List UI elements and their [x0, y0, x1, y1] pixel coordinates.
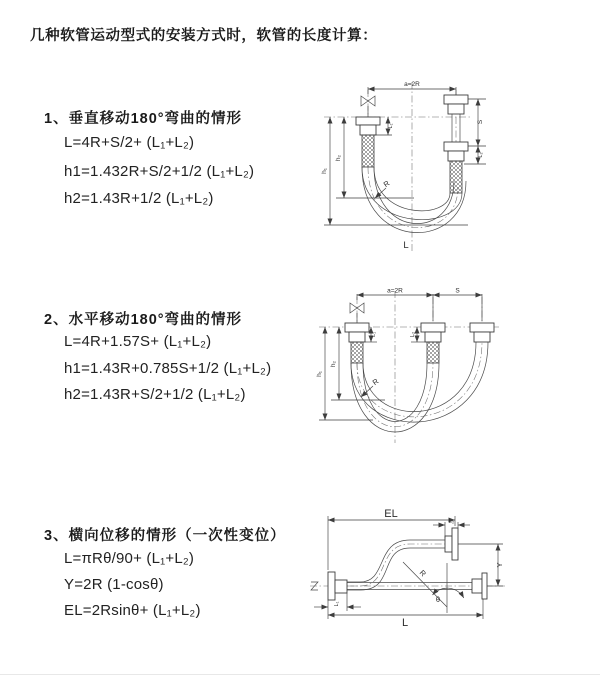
left-fitting — [345, 323, 369, 363]
section-3-heading: 3、横向位移的情形（一次性变位） — [44, 528, 286, 544]
length-label: L — [401, 617, 409, 629]
el-label: EL — [384, 508, 398, 520]
section-1-heading: 1、垂直移动180°弯曲的情形 — [44, 111, 243, 127]
radius-callout — [403, 562, 447, 607]
upper-fitting-displaced — [445, 528, 458, 560]
length-label: L — [403, 240, 409, 251]
l2-label: L₂ — [448, 519, 455, 525]
dimension-l1 — [314, 593, 361, 611]
l1-label: L₁ — [388, 123, 394, 129]
section-1-formula-h2: h2=1.43R+1/2 (L₁+L₂) — [64, 190, 214, 207]
section-2-formula-h2: h2=1.43R+S/2+1/2 (L₁+L₂) — [64, 386, 246, 403]
section-3-formula-EL: EL=2Rsinθ+ (L₁+L₂) — [64, 602, 201, 619]
h1-label: h₁ — [321, 168, 328, 174]
radius-label: R — [417, 568, 428, 579]
section-3-formula-L: L=πRθ/90+ (L₁+L₂) — [64, 550, 195, 567]
page-title: 几种软管运动型式的安装方式时，软管的长度计算： — [30, 28, 378, 44]
span-label: a=2R — [404, 81, 420, 88]
y-label: Y — [495, 562, 504, 568]
section-2-heading: 2、水平移动180°弯曲的情形 — [44, 312, 243, 328]
section-3-formula-Y: Y=2R (1-cosθ) — [64, 576, 164, 593]
radius-label: R — [370, 376, 381, 388]
left-fitting — [328, 572, 347, 600]
theta-label: θ — [435, 595, 441, 604]
section-1-formula-h1: h1=1.432R+S/2+1/2 (L₁+L₂) — [64, 163, 255, 180]
diagram-lateral-displacement — [305, 505, 595, 665]
h1-label: h₁ — [316, 371, 323, 377]
section-2-formula-L: L=4R+1.57S+ (L₁+L₂) — [64, 333, 212, 350]
valve-icon — [361, 96, 375, 117]
dimension-el — [328, 508, 455, 570]
radius-label: R — [381, 178, 392, 190]
l1-label: L₁ — [371, 332, 377, 337]
right-fitting-lower — [444, 142, 468, 193]
diagram-horizontal-180-bend — [313, 283, 583, 453]
stroke-label: S — [455, 287, 460, 295]
l2-label: L₂ — [478, 152, 484, 158]
middle-fitting — [421, 323, 445, 363]
left-fitting — [356, 117, 380, 167]
right-fitting-original — [472, 573, 487, 599]
l1-label: L₁ — [334, 601, 340, 607]
section-1-formula-L: L=4R+S/2+ (L₁+L₂) — [64, 134, 195, 151]
h2-label: h₂ — [330, 360, 337, 368]
dimension-stroke-s — [464, 99, 486, 164]
dimension-l2 — [433, 519, 470, 538]
right-fitting-moved — [470, 323, 494, 342]
h2-label: h₂ — [335, 154, 342, 162]
span-label: a=2R — [387, 287, 403, 295]
diagram-vertical-180-bend — [318, 76, 578, 256]
l2-label: L₂ — [410, 331, 416, 338]
angle-theta — [433, 563, 464, 613]
section-2-formula-h1: h1=1.43R+0.785S+1/2 (L₁+L₂) — [64, 360, 272, 377]
dimension-l — [328, 599, 483, 629]
valve-icon — [350, 303, 364, 323]
stroke-label: S — [477, 119, 484, 125]
dimension-span — [357, 288, 482, 322]
